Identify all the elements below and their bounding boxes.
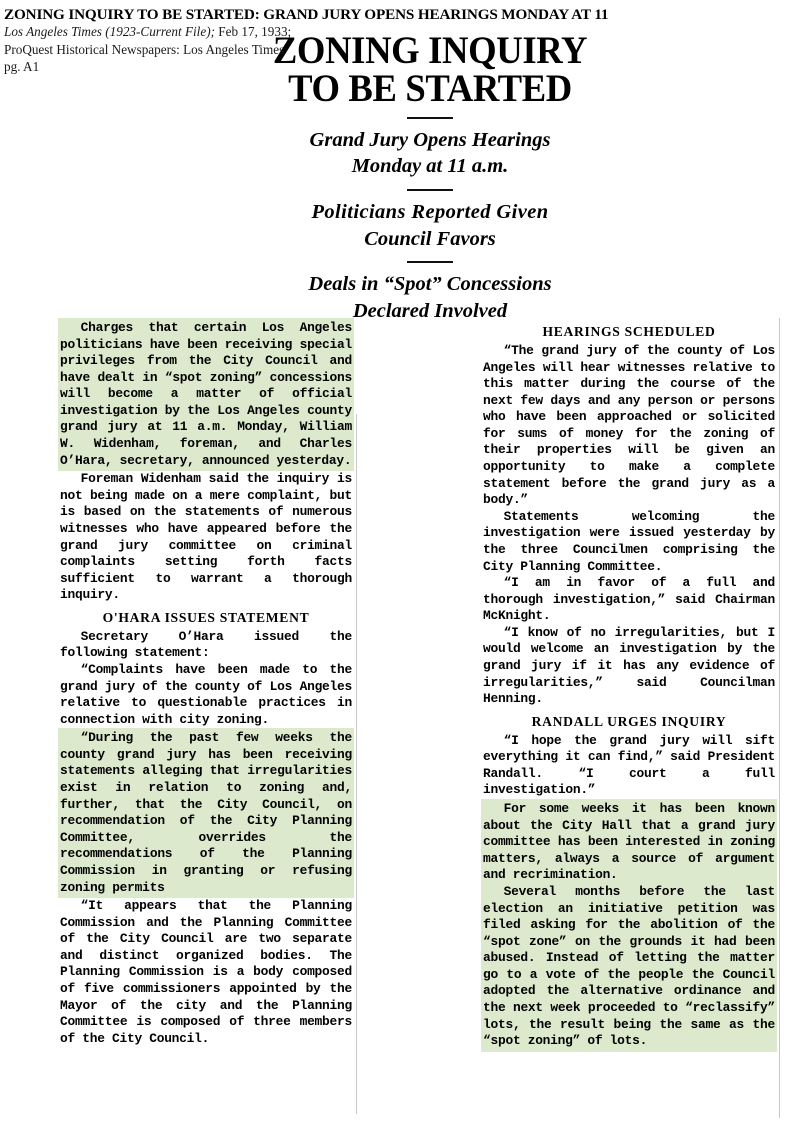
page-number: pg. A1 (4, 58, 40, 74)
highlight-run-left-1 (58, 318, 354, 471)
article-body (0, 318, 800, 1127)
headline-divider-2 (407, 189, 453, 191)
highlight-run-right-1 (481, 799, 777, 1052)
publication-line (4, 23, 800, 40)
paragraph-it-appears: “It appears that the Planning Commission and the Planning Committee of the City Council are two separate and distinct organized bodies. The Planning Commission is a body composed of five commissioners appointed by the Mayor of the city and the Planning Committee is composed of three members of the City Council. (60, 898, 352, 1046)
right-column (483, 318, 775, 1052)
column-divider-left (356, 414, 357, 1114)
subhead-2-line-1: Politicians Reported Given (311, 200, 549, 223)
paragraph-for-some-weeks: For some weeks it has been known about the City Hall that a grand jury committee has been interested in zoning matters, always a source of argument and recrimination. (483, 801, 775, 883)
column-divider-right (779, 318, 780, 1118)
subhead-3-line-2: Declared Involved (352, 299, 508, 322)
section-heading-randall: RANDALL URGES INQUIRY (531, 713, 727, 729)
paragraph-ohara-intro: Secretary O’Hara issued the following statement: (60, 628, 352, 661)
section-heading-ohara: O'HARA ISSUES STATEMENT (102, 609, 310, 625)
headline-block (258, 29, 602, 325)
article-title: ZONING INQUIRY TO BE STARTED: GRAND JURY OPENS HEARINGS MONDAY AT 11 (4, 6, 609, 23)
headline-divider-3 (407, 261, 453, 263)
paragraph-randall: “I hope the grand jury will sift everything it can find,” said President Randall. “I court a full investigation.” (483, 732, 775, 798)
subhead-1-line-1: Grand Jury Opens Hearings (309, 128, 551, 151)
paragraph-foreman: Foreman Widenham said the inquiry is not being made on a mere complaint, but is based on the statements of numerous witnesses who have appeared before the grand jury committee on criminal complaints setting forth facts sufficient to warrant a thorough inquiry. (60, 471, 352, 603)
publication-date: Feb 17, 1933; (215, 24, 292, 40)
paragraph-complaints: “Complaints have been made to the grand jury of the county of Los Angeles relative to questionable practices in connection with city zoning. (60, 661, 352, 727)
subhead-2-line-2: Council Favors (364, 227, 496, 250)
subhead-1-line-2: Monday at 11 a.m. (351, 155, 509, 178)
source-line: ProQuest Historical Newspapers: Los Angeles Times (4, 41, 285, 57)
paragraph-grand-jury-hear: “The grand jury of the county of Los Angeles will hear witnesses relative to this matter during the course of the next few days and any person or persons who have been approached or solicited for sums of money for the zoning of their properties will be given an opportunity to make a complete statement before the grand jury as a body.” (483, 343, 775, 508)
section-heading-hearings: HEARINGS SCHEDULED (542, 324, 716, 339)
headline-divider-1 (407, 117, 453, 119)
subhead-3 (258, 271, 602, 324)
publication-name: Los Angeles Times (1923-Current File); (4, 24, 215, 40)
paragraph-mcknight: “I am in favor of a full and thorough investigation,” said Chairman McKnight. (483, 575, 775, 624)
paragraph-statements-welcoming: Statements welcoming the investigation were issued yesterday by the three Councilmen comprising the City Planning Committee. (483, 508, 775, 574)
highlight-run-left-2 (58, 728, 354, 898)
subhead-2 (258, 199, 602, 252)
paragraph-henning: “I know of no irregularities, but I would welcome an investigation by the grand jury if it has any evidence of irregularities,” said Councilman Henning. (483, 624, 775, 707)
headline-line-1: ZONING INQUIRY (272, 29, 588, 72)
headline-line-2: TO BE STARTED (288, 66, 572, 110)
paragraph-several-months: Several months before the last election an initiative petition was filed asking for the abolition of the “spot zone” on the grounds it had been abused. Instead of letting the matter go to a vote of the people the Council adopted the alternative ordinance and the next week proceeded to “reclassify” lots, the result being the same as the “spot zoning” of lots. (483, 883, 775, 1049)
paragraph-during-past-weeks: “During the past few weeks the county grand jury has been receiving statements alleging that irregularities exist in relation to zoning and, further, that the City Council, on recommendation of the City Planning Committee, overrides the recommendations of the Planning Commission in granting or refusing zoning permits (60, 730, 352, 895)
subhead-1 (258, 127, 602, 180)
paragraph-lead: Charges that certain Los Angeles politicians have been receiving special privileges from the City Council and have dealt in “spot zoning” concessions will become a matter of official investigation by the Los Angeles county grand jury at 11 a.m. Monday, William W. Widenham, foreman, and Charles O’Hara, secretary, announced yesterday. (60, 320, 352, 468)
proquest-masthead (0, 0, 800, 75)
left-column (60, 318, 352, 1047)
subhead-3-line-1: Deals in “Spot” Concessions (308, 273, 552, 296)
